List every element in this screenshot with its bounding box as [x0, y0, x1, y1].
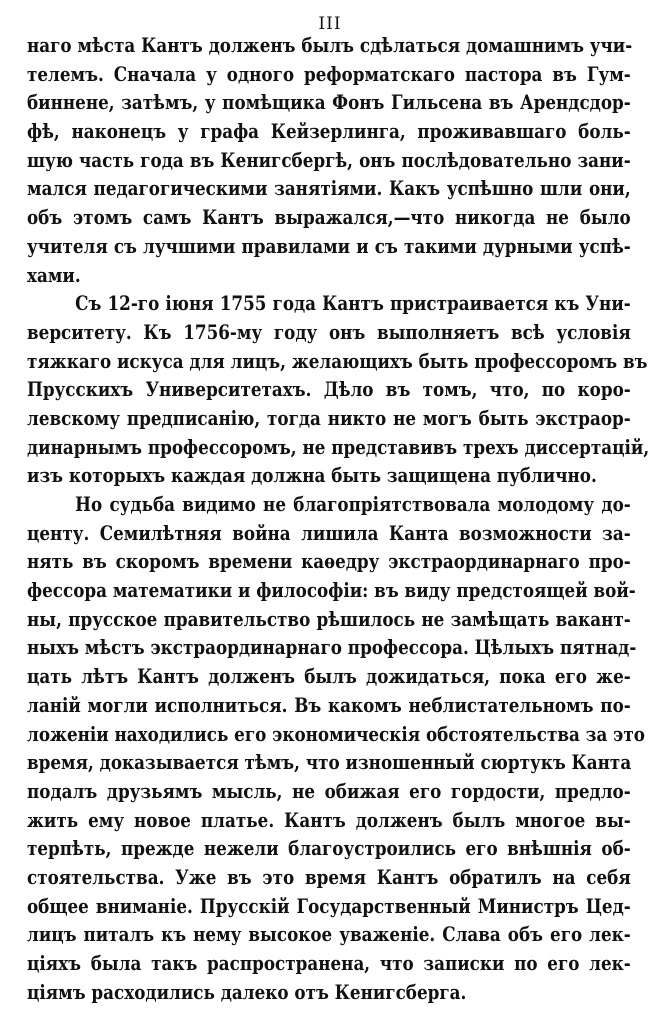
text-line: лицъ питалъ къ нему высокое уваженіе. Слава объ его лек- [27, 923, 631, 947]
text-line: центу. Семилѣтняя война лишила Канта возможности за- [27, 521, 631, 545]
text-line: общее вниманіе. Прусскій Государственный Министръ Цед- [27, 894, 631, 918]
text-line: фессора математики и философіи: въ виду предстоящей вой- [27, 579, 636, 603]
text-line: мался педагогическими занятіями. Какъ успѣшно шли они, [27, 177, 631, 201]
text-line: телемъ. Сначала у одного реформатскаго пастора въ Гум- [27, 62, 631, 86]
text-line: биннене, затѣмъ, у помѣщика Фонъ Гильсена въ Арендсдор- [27, 91, 631, 115]
text-line: тяжкаго искуса для лицъ, желающихъ быть профессоромъ въ [27, 349, 648, 373]
text-line: ныхъ мѣстъ экстраординарнаго профессора. Цѣлыхъ пятнад- [27, 636, 637, 660]
text-line: Но судьба видимо не благопріятствовала молодому до- [75, 493, 631, 516]
text-line: цать лѣтъ Кантъ долженъ былъ дожидаться, пока его же- [27, 665, 631, 689]
text-line: учителя съ лучшими правилами и съ такими дурными успѣ- [27, 234, 631, 258]
text-line: хами. [27, 263, 81, 287]
text-line: ложеніи находились его экономическія обстоятельства за это [27, 722, 645, 746]
text-line: время, доказывается тѣмъ, что изношенный сюртукъ Канта [27, 751, 632, 775]
text-line: объ этомъ самъ Кантъ выражался,—что никогда не было [27, 206, 631, 230]
page-number: III [318, 14, 342, 34]
text-line: подалъ друзьямъ мысль, не обижая его гордости, предло- [27, 779, 631, 803]
text-line: ціямъ расходились далеко отъ Кенигсберга. [27, 980, 467, 1004]
text-line: терпѣть, прежде нежели благоустроились его внѣшнія об- [27, 837, 631, 861]
text-line: ціяхъ была такъ распространена, что записки по его лек- [27, 952, 631, 975]
text-line: ланій могли исполниться. Въ какомъ неблистательномъ по- [27, 693, 631, 717]
text-line: динарнымъ профессоромъ, не представивъ трехъ диссертацій, [27, 435, 650, 459]
text-line: Съ 12-го іюня 1755 года Кантъ пристраивается къ Уни- [75, 292, 631, 316]
body-text [27, 32, 650, 1007]
text-line: жить ему новое платье. Кантъ долженъ былъ многое вы- [27, 808, 631, 832]
text-line: ны, прусское правительство рѣшилось не замѣщать вакант- [27, 607, 631, 631]
text-line: изъ которыхъ каждая должна быть защищена публично. [27, 464, 597, 488]
text-line: нять въ скоромъ времени каѳедру экстраординарнаго про- [27, 550, 631, 574]
text-line: фѣ, наконецъ у графа Кейзерлинга, проживавшаго боль- [27, 120, 631, 144]
text-line: стоятельства. Уже въ это время Кантъ обратилъ на себя [27, 865, 631, 889]
text-line: верситету. Къ 1756-му году онъ выполняетъ всѣ условія [27, 320, 631, 344]
text-line: Прусскихъ Университетахъ. Дѣло въ томъ, что, по коро- [27, 378, 631, 402]
text-line: шую часть года въ Кенигсбергѣ, онъ послѣдовательно зани- [27, 148, 631, 172]
text-line: наго мѣста Кантъ долженъ былъ сдѣлаться домашнимъ учи- [27, 34, 633, 57]
text-line: левскому предписанію, тогда никто не могъ быть экстраор- [27, 406, 631, 430]
